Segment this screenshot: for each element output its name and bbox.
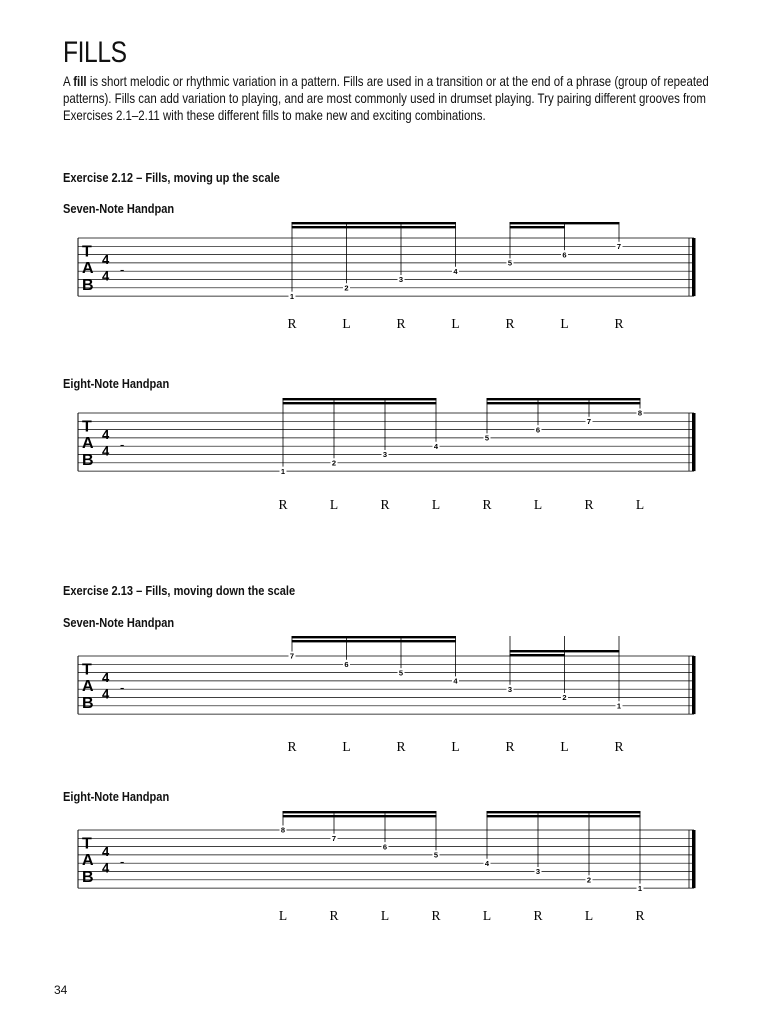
page-title: FILLS [63, 36, 127, 69]
fret-number: 1 [637, 883, 643, 893]
time-signature-bottom: 4 [102, 860, 110, 876]
sticking-letter: R [396, 739, 406, 754]
primary-beam [283, 398, 437, 400]
final-thick-barline [692, 238, 696, 296]
sticking-letter: L [533, 497, 543, 512]
fret-number: 1 [280, 466, 286, 476]
tab-clef-t: T [82, 418, 92, 436]
ex-2-13-eight-note-staff [0, 796, 768, 931]
secondary-beam [510, 226, 565, 228]
time-signature-top: 4 [102, 426, 110, 442]
sticking-letter: R [614, 739, 624, 754]
fret-number: 2 [331, 458, 337, 468]
secondary-beam [510, 654, 565, 656]
tab-clef-b: B [82, 276, 94, 294]
fret-number: 2 [562, 693, 567, 703]
time-signature-top: 4 [102, 251, 110, 267]
fret-number: 7 [586, 417, 592, 426]
sticking-letter: L [278, 908, 288, 923]
sticking-letter: L [584, 908, 594, 923]
tab-clef-a: A [82, 435, 94, 453]
sticking-letter: L [560, 316, 569, 331]
tab-clef-b: B [82, 451, 94, 469]
intro-keyword: fill [73, 73, 87, 89]
sticking-letter: R [329, 908, 339, 923]
ex-2-13-seven-note-label: Seven-Note Handpan [63, 615, 175, 630]
tab-clef-t: T [82, 835, 92, 853]
page-number: 34 [54, 983, 68, 997]
sticking-letter: R [533, 908, 543, 923]
tab-clef-a: A [82, 852, 94, 870]
fret-number: 8 [637, 408, 643, 418]
sticking-letter: R [380, 497, 390, 512]
sticking-letter: R [287, 739, 297, 754]
intro-body: is short melodic or rhythmic variation in a pattern. Fills are used in a transition or at the end of a phrase (group of repeated patterns). Fills can add variation to playing, and are most commonly used in drumset playing. Try pairing different grooves from Exercises 2.1–2.11 with these different fills to make new and exciting combinations. [63, 73, 709, 123]
ex-2-12-seven-note-label: Seven-Note Handpan [63, 201, 175, 216]
fret-number: 4 [453, 676, 458, 686]
fret-number: 3 [382, 450, 388, 460]
fret-number: 5 [484, 433, 490, 443]
sticking-letter: R [614, 316, 624, 331]
fret-number: 6 [562, 250, 567, 260]
fret-number: 8 [280, 825, 286, 835]
fret-number: 3 [398, 275, 404, 285]
sticking-letter: L [342, 739, 351, 754]
fret-number: 7 [289, 651, 295, 661]
sticking-letter: L [451, 316, 460, 331]
ex-2-13-seven-note-staff [0, 622, 768, 757]
sticking-letter: R [431, 908, 441, 923]
primary-beam [487, 398, 641, 400]
sticking-letter: L [451, 739, 460, 754]
sticking-letter: L [431, 497, 441, 512]
primary-beam [292, 636, 456, 638]
fret-number: 4 [453, 266, 458, 276]
tab-clef-t: T [82, 661, 92, 679]
ex-2-13-eight-note-label: Eight-Note Handpan [63, 789, 170, 804]
fret-number: 1 [616, 701, 622, 711]
time-signature-top: 4 [102, 669, 110, 685]
sticking-letter: L [560, 739, 569, 754]
final-thick-barline [692, 830, 696, 888]
tab-clef-b: B [82, 868, 94, 886]
sticking-letter: L [342, 316, 351, 331]
fret-number: 3 [535, 867, 541, 877]
intro-lead: A [63, 73, 74, 89]
fret-number: 6 [382, 842, 388, 852]
time-signature-bottom: 4 [102, 443, 110, 459]
tab-clef-t: T [82, 243, 92, 261]
ex-2-12-eight-note-staff [0, 383, 768, 513]
sticking-letter: L [635, 497, 645, 512]
primary-beam [510, 650, 620, 652]
time-signature-bottom: 4 [102, 686, 110, 702]
tab-clef-a: A [82, 678, 94, 696]
rest-mark: - [120, 854, 125, 870]
secondary-beam [292, 226, 456, 228]
fret-number: 3 [507, 684, 513, 694]
rest-mark: - [120, 680, 125, 696]
ex-2-12-seven-note-staff [0, 208, 768, 338]
time-signature-top: 4 [102, 843, 110, 859]
rest-mark: - [120, 262, 125, 278]
primary-beam [510, 222, 620, 224]
primary-beam [283, 811, 437, 813]
sticking-letter: R [584, 497, 594, 512]
sticking-letter: L [329, 497, 339, 512]
primary-beam [487, 811, 641, 813]
fret-number: 7 [331, 834, 337, 843]
tab-clef-a: A [82, 260, 94, 278]
fret-number: 2 [344, 283, 349, 293]
tab-clef-b: B [82, 694, 94, 712]
secondary-beam [283, 402, 437, 404]
sticking-letter: R [505, 739, 515, 754]
secondary-beam [292, 640, 456, 642]
final-thick-barline [692, 656, 696, 714]
secondary-beam [283, 815, 437, 817]
sticking-letter: R [396, 316, 406, 331]
fret-number: 5 [433, 850, 439, 860]
secondary-beam [487, 815, 641, 817]
sticking-letter: R [287, 316, 297, 331]
secondary-beam [487, 402, 641, 404]
fret-number: 6 [535, 425, 541, 435]
sticking-letter: R [635, 908, 645, 923]
fret-number: 7 [616, 242, 622, 251]
fret-number: 5 [398, 668, 404, 678]
ex-2-12-eight-note-label: Eight-Note Handpan [63, 376, 170, 391]
fret-number: 4 [484, 858, 490, 868]
exercise-2-13-heading: Exercise 2.13 – Fills, moving down the scale [63, 583, 296, 598]
sticking-letter: L [482, 908, 492, 923]
sticking-letter: R [482, 497, 492, 512]
sticking-letter: L [380, 908, 390, 923]
fret-number: 4 [433, 441, 439, 451]
intro-paragraph [63, 73, 744, 124]
rest-mark: - [120, 437, 125, 453]
fret-number: 1 [289, 291, 295, 301]
sticking-letter: R [278, 497, 288, 512]
exercise-2-12-heading: Exercise 2.12 – Fills, moving up the scale [63, 170, 280, 185]
final-thick-barline [692, 413, 696, 471]
fret-number: 2 [586, 875, 592, 885]
fret-number: 5 [507, 258, 513, 268]
fret-number: 6 [344, 660, 349, 669]
time-signature-bottom: 4 [102, 268, 110, 284]
sticking-letter: R [505, 316, 515, 331]
primary-beam [292, 222, 456, 224]
